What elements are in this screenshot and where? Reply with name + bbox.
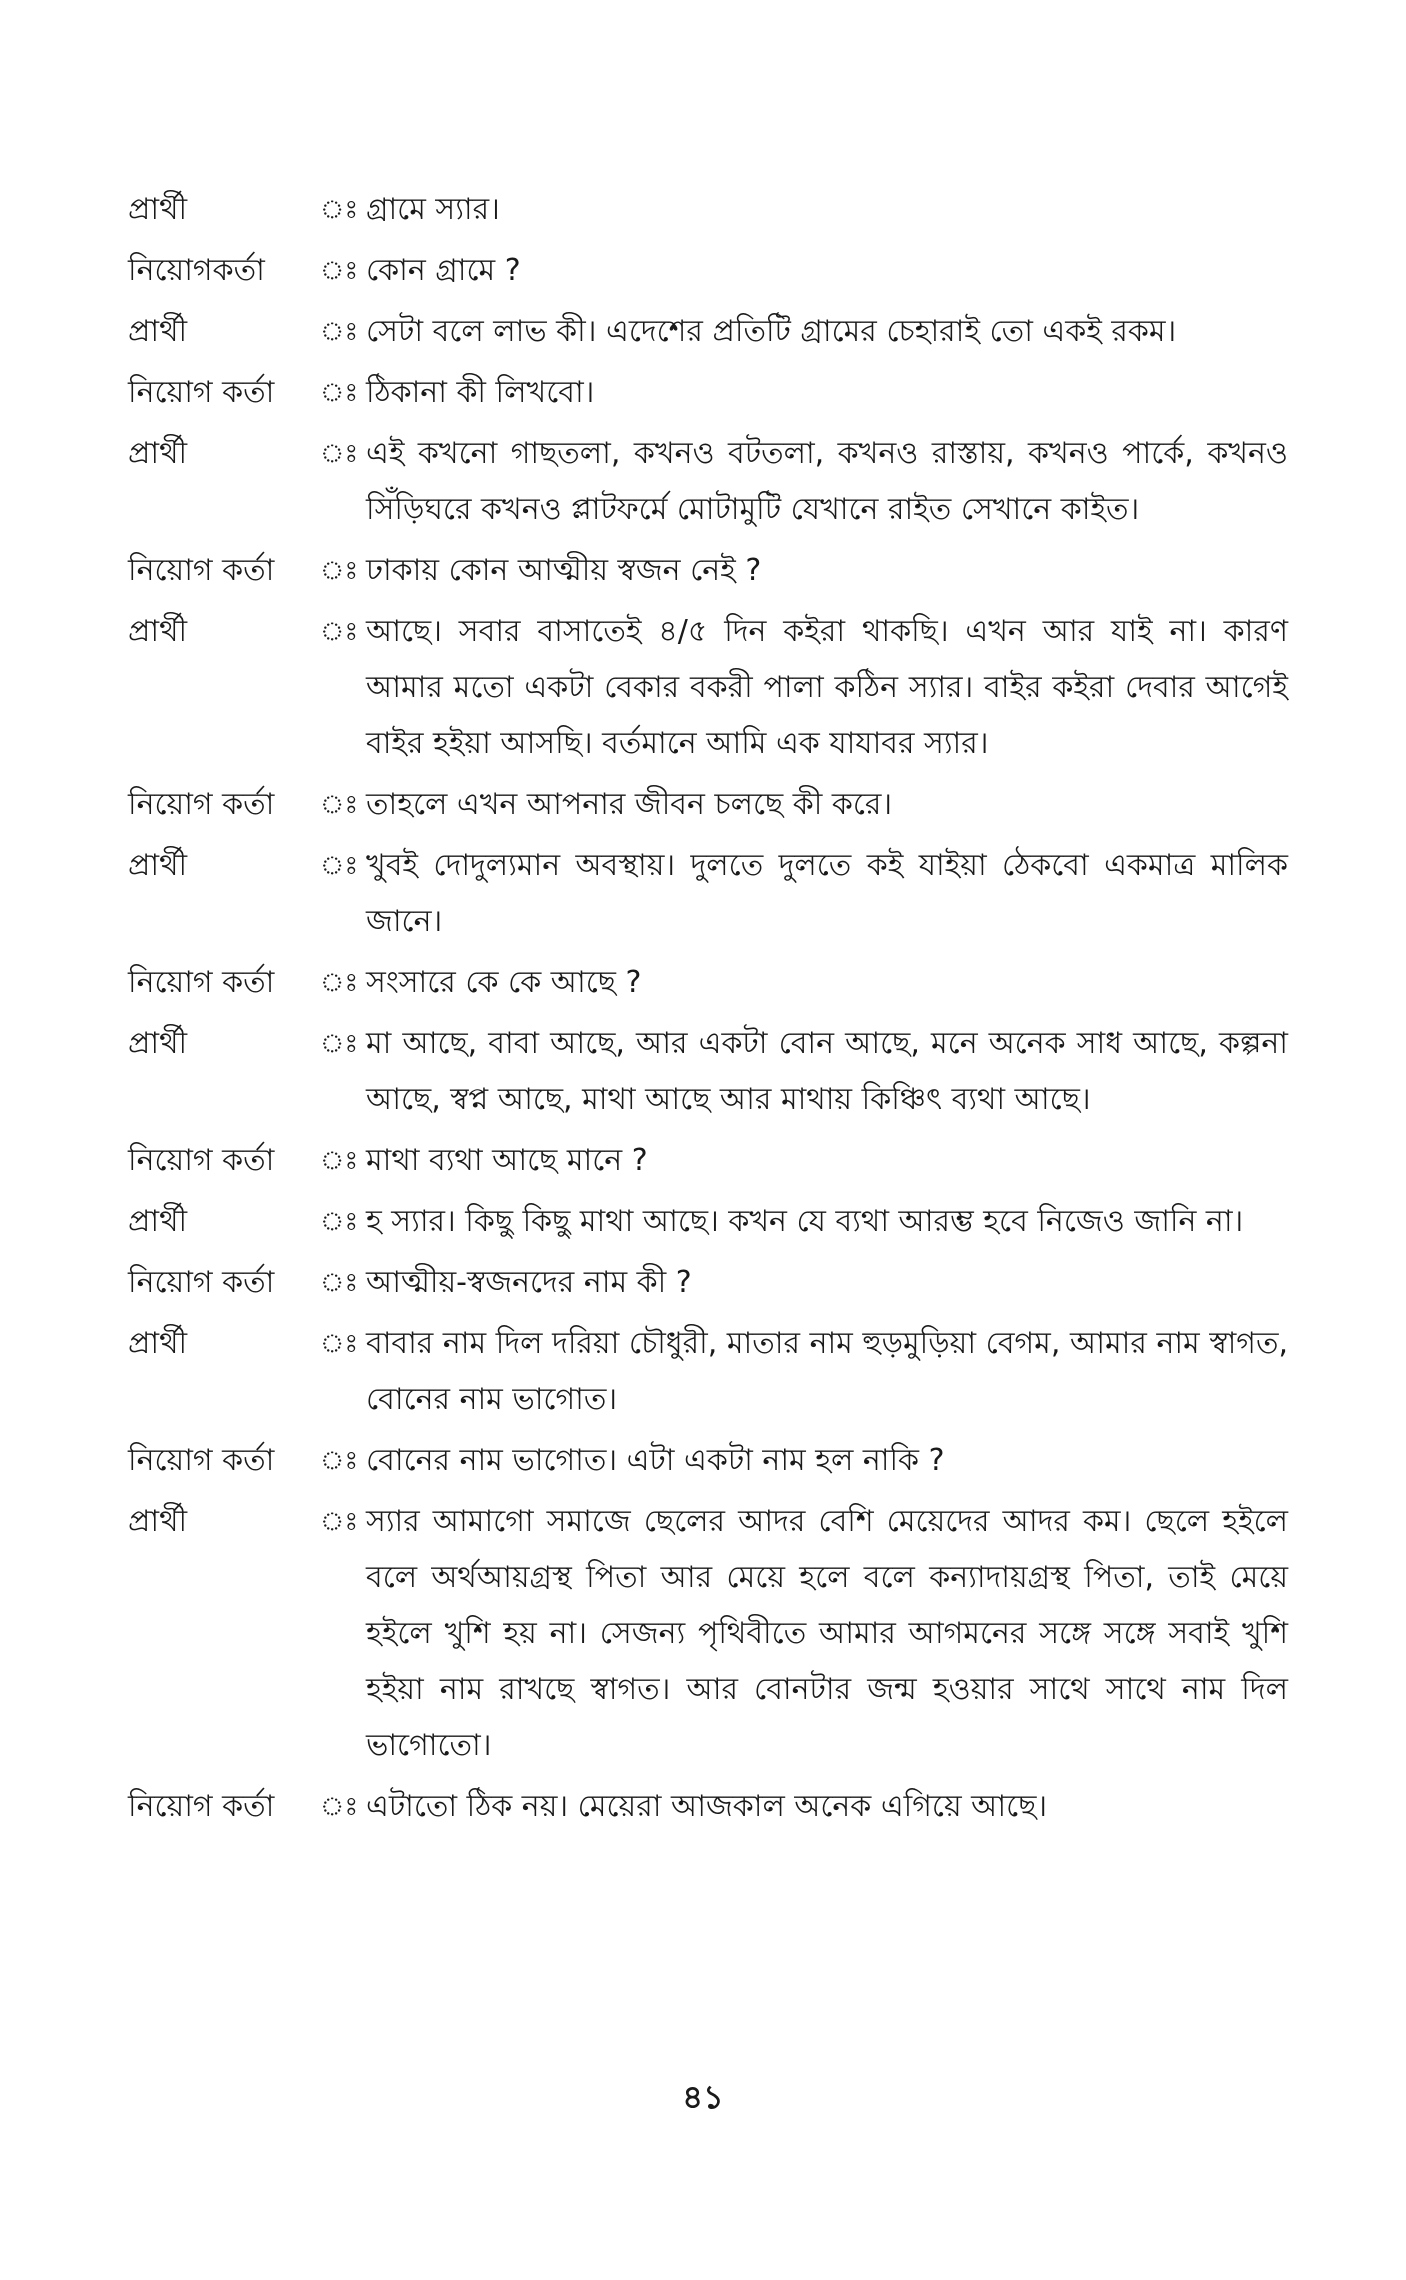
speaker-label: প্রার্থী: [128, 314, 188, 349]
dialogue-line: [128, 604, 1288, 772]
dialogue-text: খুবই দোদুল্যমান অবস্থায়। দুলতে দুলতে কই যাইয়া ঠেকবো একমাত্র মালিক জানে।: [366, 848, 1288, 939]
speaker-label: নিয়োগ কর্তা: [128, 1443, 275, 1478]
speaker-label: নিয়োগ কর্তা: [128, 553, 275, 588]
separator-colon: ঃ: [320, 195, 359, 225]
dialogue-text: কোন গ্রামে ?: [366, 253, 521, 288]
dialogue-block: [128, 182, 1288, 1840]
separator-colon: ঃ: [320, 256, 359, 286]
dialogue-line: [128, 304, 1288, 360]
separator-colon: ঃ: [320, 1507, 359, 1537]
dialogue-text: মা আছে, বাবা আছে, আর একটা বোন আছে, মনে অনেক সাধ আছে, কল্পনা আছে, স্বপ্ন আছে, মাথা আছে আর মাথায় কিঞ্চিৎ ব্যথা আছে।: [366, 1026, 1288, 1117]
dialogue-text: এই কখনো গাছতলা, কখনও বটতলা, কখনও রাস্তায়, কখনও পার্কে, কখনও সিঁড়িঘরে কখনও প্লাটফর্মে মোটামুটি যেখানে রাইত সেখানে কাইত।: [366, 436, 1288, 527]
dialogue-text: সংসারে কে কে আছে ?: [366, 965, 642, 1000]
dialogue-text: সেটা বলে লাভ কী। এদেশের প্রতিটি গ্রামের চেহারাই তো একই রকম।: [366, 314, 1177, 349]
separator-colon: ঃ: [320, 1146, 359, 1176]
dialogue-text: মাথা ব্যথা আছে মানে ?: [366, 1143, 648, 1178]
dialogue-line: [128, 182, 1288, 238]
separator-colon: ঃ: [320, 1329, 359, 1359]
speaker-label: নিয়োগ কর্তা: [128, 1143, 275, 1178]
dialogue-text: আছে। সবার বাসাতেই ৪/৫ দিন কইরা থাকছি। এখন আর যাই না। কারণ আমার মতো একটা বেকার বকরী পালা কঠিন স্যার। বাইর কইরা দেবার আগেই বাইর হইয়া আসছি। বর্তমানে আমি এক যাযাবর স্যার।: [366, 614, 1288, 761]
separator-colon: ঃ: [320, 851, 359, 881]
separator-colon: ঃ: [320, 556, 359, 586]
speaker-label: প্রার্থী: [128, 848, 188, 883]
dialogue-text: তাহলে এখন আপনার জীবন চলছে কী করে।: [366, 787, 893, 822]
dialogue-line: [128, 1494, 1288, 1774]
dialogue-text: এটাতো ঠিক নয়। মেয়েরা আজকাল অনেক এগিয়ে আছে।: [366, 1789, 1048, 1824]
speaker-label: প্রার্থী: [128, 1204, 188, 1239]
separator-colon: ঃ: [320, 1029, 359, 1059]
dialogue-text: বোনের নাম ভাগোত। এটা একটা নাম হল নাকি ?: [366, 1443, 945, 1478]
separator-colon: ঃ: [320, 968, 359, 998]
dialogue-line: [128, 838, 1288, 950]
dialogue-line: [128, 365, 1288, 421]
dialogue-text: ঠিকানা কী লিখবো।: [366, 375, 595, 410]
dialogue-text: গ্রামে স্যার।: [366, 192, 500, 227]
separator-colon: ঃ: [320, 790, 359, 820]
speaker-label: প্রার্থী: [128, 1326, 188, 1361]
speaker-label: প্রার্থী: [128, 1504, 188, 1539]
separator-colon: ঃ: [320, 1268, 359, 1298]
dialogue-line: [128, 1433, 1288, 1489]
dialogue-line: [128, 1133, 1288, 1189]
dialogue-line: [128, 1779, 1288, 1835]
speaker-label: নিয়োগ কর্তা: [128, 375, 275, 410]
dialogue-text: বাবার নাম দিল দরিয়া চৌধুরী, মাতার নাম হুড়মুড়িয়া বেগম, আমার নাম স্বাগত, বোনের নাম ভাগোত।: [366, 1326, 1288, 1417]
speaker-label: নিয়োগকর্তা: [128, 253, 265, 288]
speaker-label: নিয়োগ কর্তা: [128, 965, 275, 1000]
separator-colon: ঃ: [320, 1207, 359, 1237]
speaker-label: নিয়োগ কর্তা: [128, 1265, 275, 1300]
speaker-label: প্রার্থী: [128, 614, 188, 649]
speaker-label: প্রার্থী: [128, 1026, 188, 1061]
separator-colon: ঃ: [320, 1792, 359, 1822]
dialogue-text: হ স্যার। কিছু কিছু মাথা আছে। কখন যে ব্যথা আরম্ভ হবে নিজেও জানি না।: [366, 1204, 1244, 1239]
separator-colon: ঃ: [320, 439, 359, 469]
page-number: ৪১: [682, 2078, 724, 2116]
separator-colon: ঃ: [320, 317, 359, 347]
dialogue-line: [128, 777, 1288, 833]
dialogue-line: [128, 243, 1288, 299]
dialogue-text: ঢাকায় কোন আত্মীয় স্বজন নেই ?: [366, 553, 762, 588]
dialogue-line: [128, 955, 1288, 1011]
dialogue-line: [128, 1255, 1288, 1311]
dialogue-line: [128, 1016, 1288, 1128]
dialogue-text: স্যার আমাগো সমাজে ছেলের আদর বেশি মেয়েদের আদর কম। ছেলে হইলে বলে অর্থআয়গ্রস্থ পিতা আর মেয়ে হলে বলে কন্যাদায়গ্রস্থ পিতা, তাই মেয়ে হইলে খুশি হয় না। সেজন্য পৃথিবীতে আমার আগমনের সঙ্গে সঙ্গে সবাই খুশি হইয়া নাম রাখছে স্বাগত। আর বোনটার জন্ম হওয়ার সাথে সাথে নাম দিল ভাগোতো।: [366, 1504, 1288, 1763]
dialogue-line: [128, 426, 1288, 538]
speaker-label: নিয়োগ কর্তা: [128, 1789, 275, 1824]
separator-colon: ঃ: [320, 378, 359, 408]
dialogue-text: আত্মীয়-স্বজনদের নাম কী ?: [366, 1265, 692, 1300]
speaker-label: প্রার্থী: [128, 436, 188, 471]
dialogue-line: [128, 1316, 1288, 1428]
separator-colon: ঃ: [320, 617, 359, 647]
dialogue-line: [128, 543, 1288, 599]
speaker-label: প্রার্থী: [128, 192, 188, 227]
separator-colon: ঃ: [320, 1446, 359, 1476]
dialogue-line: [128, 1194, 1288, 1250]
speaker-label: নিয়োগ কর্তা: [128, 787, 275, 822]
